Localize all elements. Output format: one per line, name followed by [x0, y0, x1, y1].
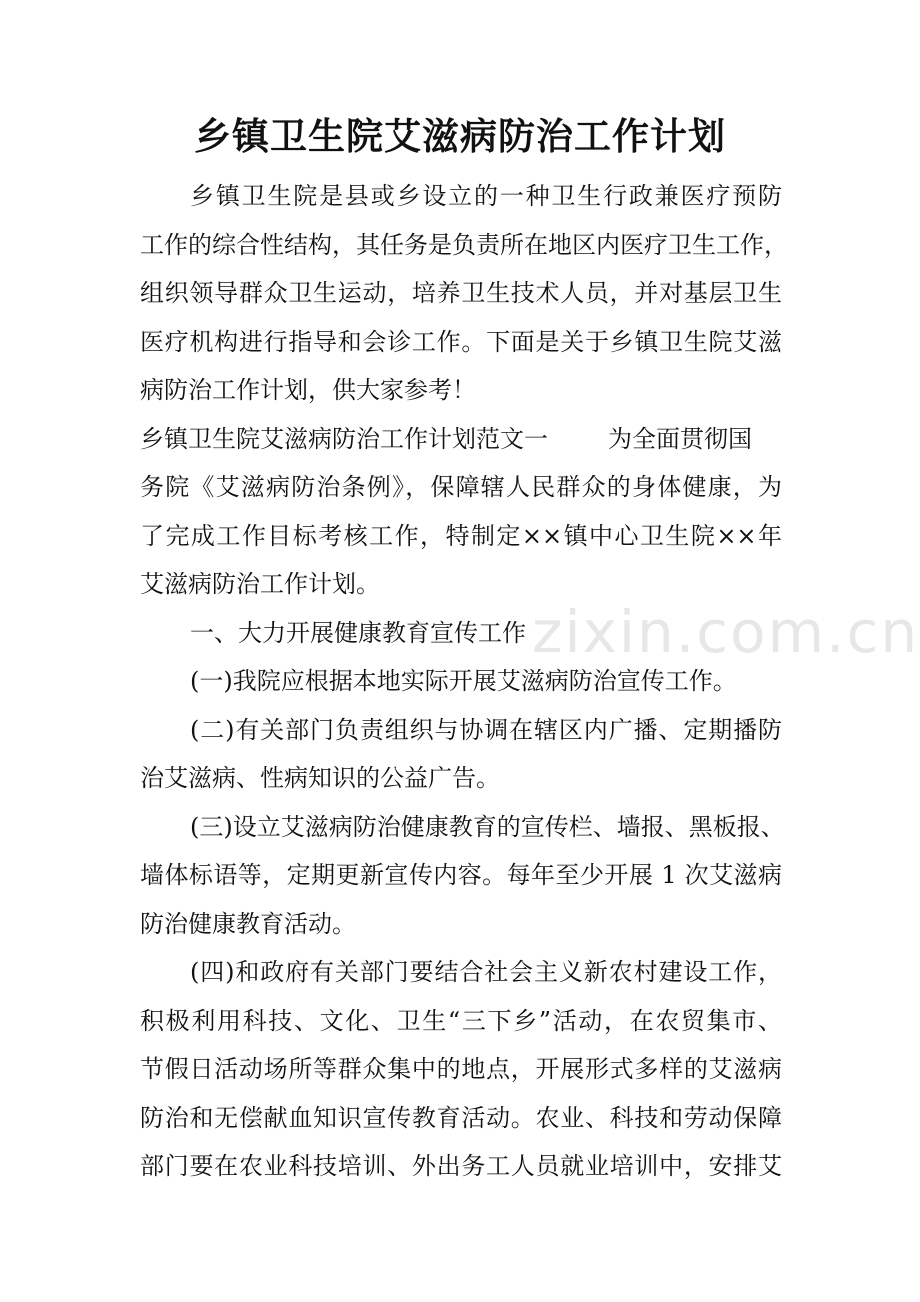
paragraph-line: 乡镇卫生院是县或乡设立的一种卫生行政兼医疗预防 [190, 182, 782, 210]
paragraph-line: 积极利用科技、文化、卫生“三下乡”活动，在农贸集市、 [140, 1006, 782, 1035]
document-body [140, 172, 788, 1191]
paragraph-line: 防治健康教育活动。 [140, 909, 356, 938]
paragraph-line: (一)我院应根据本地实际开展艾滋病防治宣传工作。 [190, 667, 737, 695]
document-title: 乡镇卫生院艾滋病防治工作计划 [194, 114, 726, 158]
section-heading: 乡镇卫生院艾滋病防治工作计划范文一 [140, 424, 548, 453]
paragraph-line: 部门要在农业科技培训、外出务工人员就业培训中，安排艾 [140, 1152, 782, 1180]
paragraph-text: 为全面贯彻国 [608, 424, 752, 453]
paragraph-line: 防治和无偿献血知识宣传教育活动。农业、科技和劳动保障 [140, 1103, 782, 1132]
subheading-line: 一、大力开展健康教育宣传工作 [190, 618, 526, 647]
paragraph-line: 艾滋病防治工作计划。 [140, 570, 380, 598]
section-heading-line [140, 415, 782, 464]
paragraph-line: 工作的综合性结构，其任务是负责所在地区内医疗卫生工作， [140, 230, 788, 259]
paragraph-line: 节假日活动场所等群众集中的地点，开展形式多样的艾滋病 [140, 1055, 782, 1083]
paragraph-line: 医疗机构进行指导和会诊工作。下面是关于乡镇卫生院艾滋 [140, 327, 782, 356]
paragraph-line: (二)有关部门负责组织与协调在辖区内广播、定期播防 [190, 715, 782, 744]
paragraph-line: 务院《艾滋病防治条例》，保障辖人民群众的身体健康，为 [140, 473, 782, 501]
paragraph-line: (四)和政府有关部门要结合社会主义新农村建设工作， [190, 958, 782, 986]
paragraph-line: (三)设立艾滋病防治健康教育的宣传栏、墙报、黑板报、 [190, 812, 785, 841]
paragraph-line: 病防治工作计划，供大家参考！ [140, 376, 476, 404]
paragraph-line: 治艾滋病、性病知识的公益广告。 [140, 764, 500, 792]
paragraph-line: 墙体标语等，定期更新宣传内容。每年至少开展 1 次艾滋病 [140, 861, 782, 889]
paragraph-line: 了完成工作目标考核工作，特制定××镇中心卫生院××年 [140, 521, 782, 550]
paragraph-line: 组织领导群众卫生运动，培养卫生技术人员，并对基层卫生 [140, 279, 782, 307]
watermark: zixin.com.cn [532, 598, 920, 666]
